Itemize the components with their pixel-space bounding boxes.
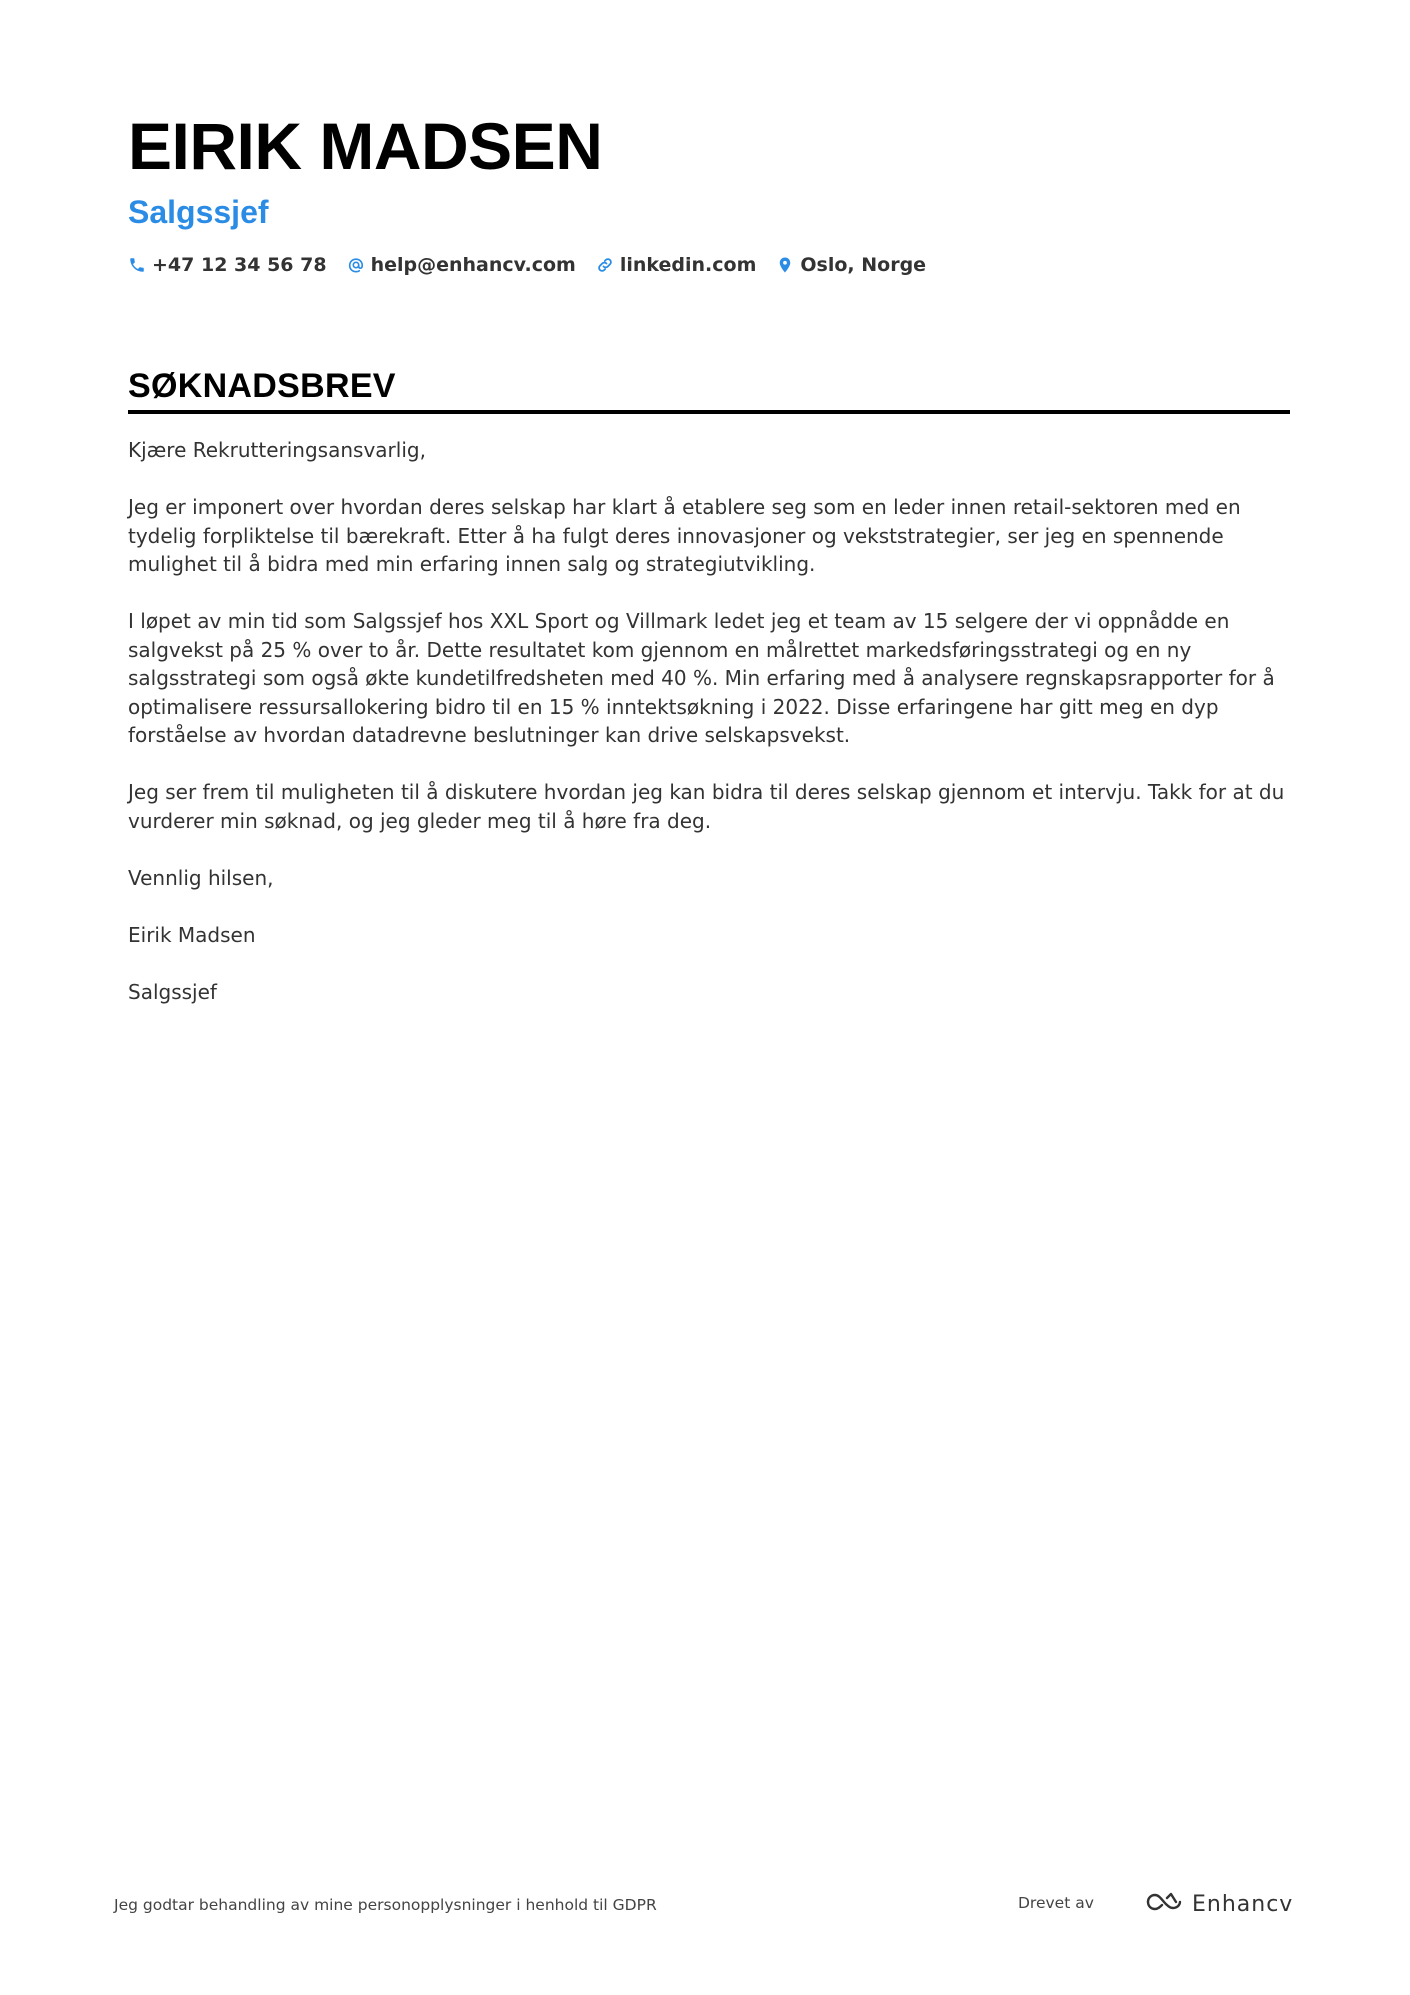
letter-greeting: Kjære Rekrutteringsansvarlig,	[128, 438, 426, 462]
letter-paragraph: I løpet av min tid som Salgssjef hos XXL Sport og Villmark ledet jeg et team av 15 selgere der vi oppnådde en salgvekst på 25 % over to år. Dette resultatet kom gjennom en målrettet markedsføringsstrategi og en ny salgsstrategi som også økte kundetilfredsheten med 40 %. Min erfaring med å analysere regnskapsrapporter for å optimalisere ressursallokering bidro til en 15 % inntektsøkning i 2022. Disse erfaringene har gitt meg en dyp forståelse av hvordan datadrevne beslutninger kan drive selskapsvekst.	[128, 609, 1275, 747]
powered-by-label: Drevet av	[1018, 1894, 1094, 1912]
contact-bar	[128, 254, 1288, 276]
applicant-name: EIRIK MADSEN	[128, 109, 603, 183]
enhancv-logo[interactable]	[1138, 1888, 1293, 1920]
contact-phone-text: +47 12 34 56 78	[152, 254, 327, 276]
section-divider	[128, 410, 1290, 414]
phone-icon	[128, 256, 146, 274]
contact-linkedin[interactable]	[596, 254, 757, 276]
signature-name: Eirik Madsen	[128, 922, 256, 947]
signature-title: Salgssjef	[128, 979, 217, 1004]
enhancv-logo-icon	[1138, 1888, 1184, 1920]
contact-linkedin-text: linkedin.com	[619, 254, 757, 276]
letter-paragraph: Jeg er imponert over hvordan deres selskap har klart å etablere seg som en leder innen retail-sektoren med en tydelig forpliktelse til bærekraft. Etter å ha fulgt deres innovasjoner og vekststrategier, ser jeg en spennende mulighet til å bidra med min erfaring innen salg og strategiutvikling.	[128, 495, 1241, 576]
letter-body	[128, 436, 1290, 1006]
cover-letter-section	[128, 364, 1290, 1035]
letter-paragraph: Jeg ser frem til muligheten til å diskutere hvordan jeg kan bidra til deres selskap gjennom et intervju. Takk for at du vurderer min søknad, og jeg gleder meg til å høre fra deg.	[128, 780, 1285, 833]
header	[128, 108, 1288, 276]
enhancv-logo-text: Enhancv	[1192, 1891, 1294, 1917]
location-pin-icon	[776, 256, 794, 274]
section-title: SØKNADSBREV	[128, 367, 396, 405]
contact-location	[776, 254, 926, 276]
contact-location-text: Oslo, Norge	[800, 254, 927, 276]
contact-email-text: help@enhancv.com	[370, 254, 576, 276]
footer	[0, 1880, 1410, 1940]
job-title: Salgssjef	[128, 194, 269, 230]
contact-phone	[128, 254, 327, 276]
contact-email[interactable]	[347, 254, 576, 276]
link-icon	[596, 256, 614, 274]
at-icon	[347, 256, 365, 274]
gdpr-consent-text: Jeg godtar behandling av mine personopplysninger i henhold til GDPR	[114, 1896, 657, 1914]
letter-closing: Vennlig hilsen,	[128, 865, 274, 890]
